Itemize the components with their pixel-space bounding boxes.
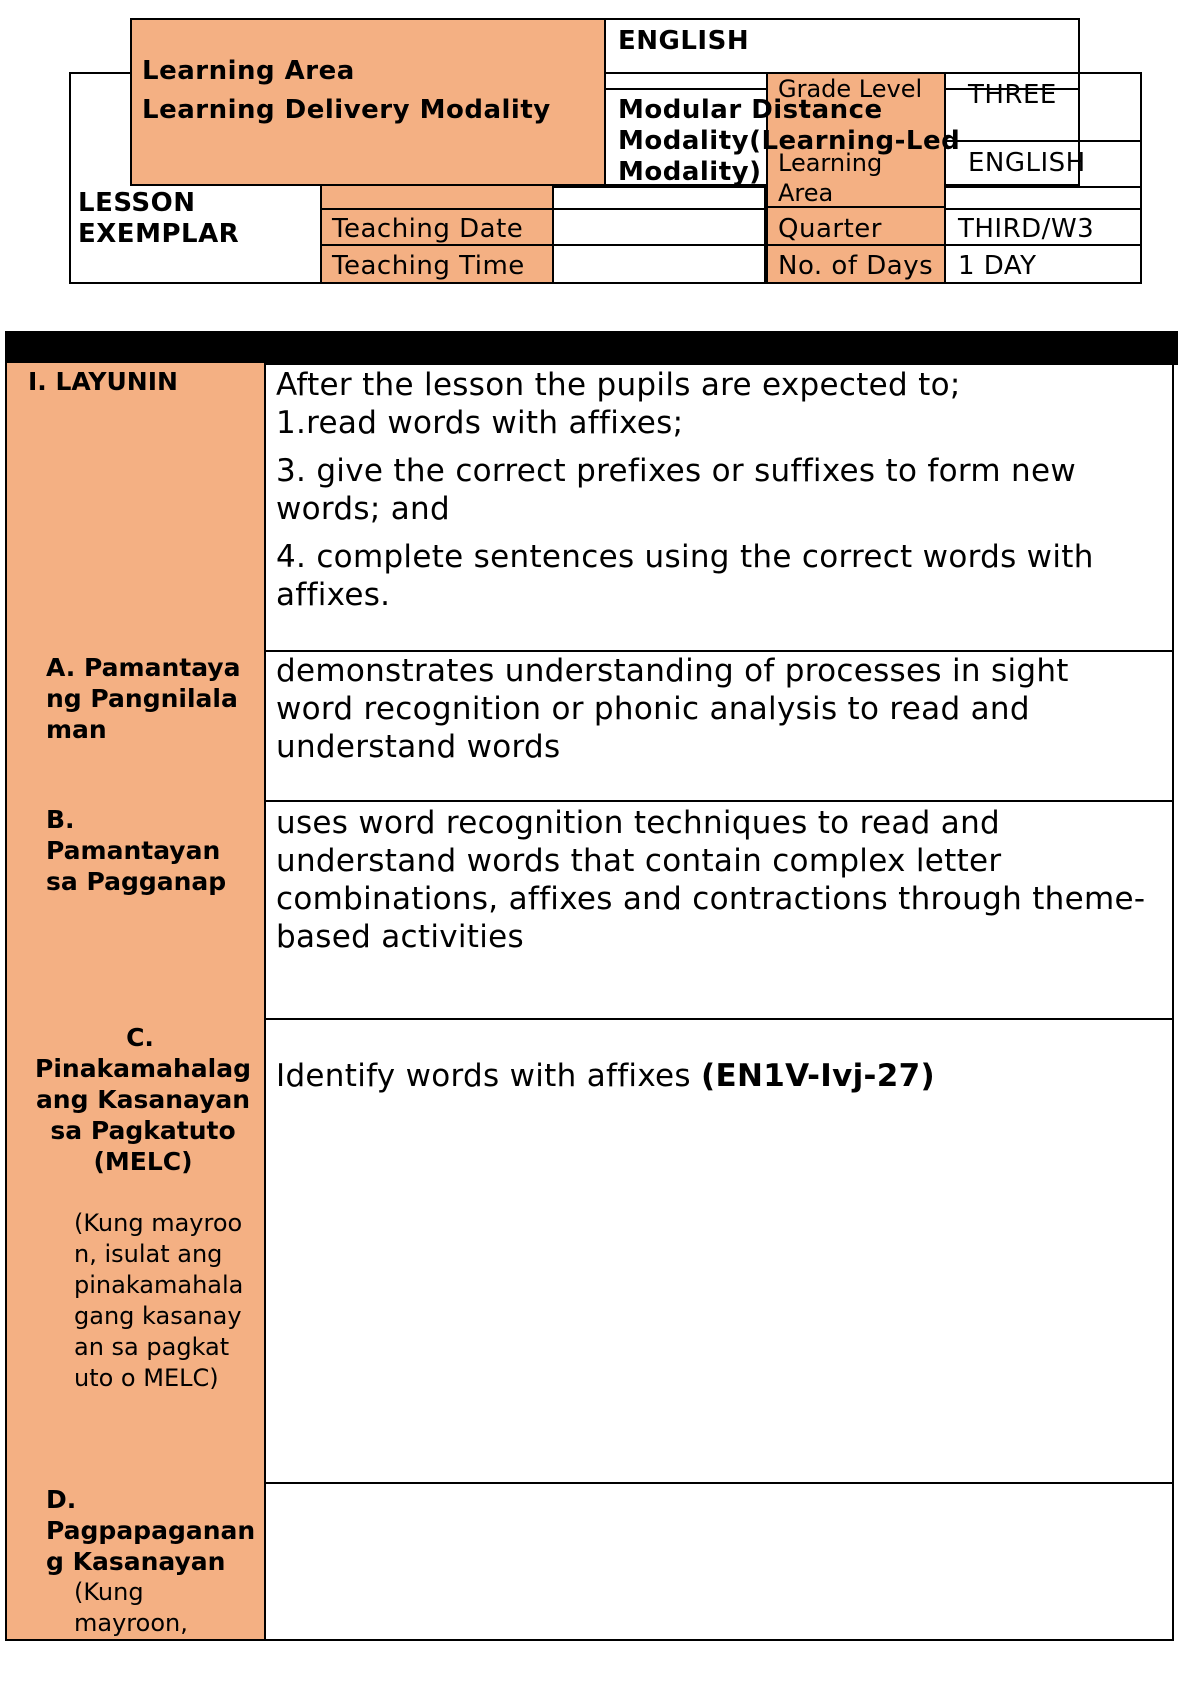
melc-text: Identify words with affixes [276, 1058, 702, 1094]
learning-area-value: ENGLISH [618, 26, 750, 56]
row-d-content-cell [266, 1482, 1174, 1641]
learning-area2-label: Learning Area [778, 149, 883, 207]
teaching-time-label: Teaching Time [332, 251, 525, 281]
quarter-label: Quarter [778, 214, 882, 244]
row-c-label: Pinakamahalagang Kasanayan sa Pagkatuto (MELC) [35, 1054, 251, 1176]
row-c-note: (Kung mayroon, isulat ang pinakamahalagang kasanayan sa pagkatuto o MELC) [74, 1209, 244, 1392]
row-c-content [276, 1057, 1156, 1095]
row-d-label: Pagpapaganang Kasanayan [46, 1516, 256, 1576]
row-c-letter: C. [126, 1023, 154, 1052]
days-label: No. of Days [778, 251, 934, 281]
objective-intro: After the lesson the pupils are expected to; [276, 367, 961, 403]
objective-4: 4. complete sentences using the correct words with affixes. [276, 539, 1094, 613]
grade-level-label: Grade Level [778, 75, 923, 103]
teaching-date-label: Teaching Date [332, 214, 524, 244]
learning-area-label: Learning Area [142, 56, 355, 86]
objective-1: 1.read words with affixes; [276, 405, 684, 441]
table-header-bar [5, 331, 1178, 365]
peach-spacer-cell [320, 186, 554, 208]
lesson-exemplar-title: LESSON EXEMPLAR [78, 188, 240, 249]
learning-area2-value: ENGLISH [968, 148, 1086, 178]
row-b-label: B. Pamantayan sa Pagganap [46, 805, 227, 896]
row-layunin-content [276, 366, 1156, 614]
row-layunin-label-cell [5, 363, 266, 652]
row-d-note: (Kung mayroon, [74, 1578, 188, 1637]
row-a-label: A. Pamantayang Pangnilalaman [46, 653, 241, 744]
melc-code: (EN1V-Ivj-27) [701, 1058, 935, 1094]
row-d-letter: D. [46, 1485, 77, 1514]
teaching-time-value-cell[interactable] [554, 246, 766, 284]
grade-level-value: THREE [968, 80, 1057, 110]
row-a-content: demonstrates understanding of processes in sight word recognition or phonic analysis to read and understand words [276, 653, 1069, 765]
teaching-date-value-cell[interactable] [554, 208, 766, 246]
modality-value: Modular Distance Modality(Learning-Led Modality) [618, 95, 961, 187]
blank-top-cell [554, 186, 766, 208]
row-b-content: uses word recognition techniques to read and understand words that contain complex letter combinations, affixes and contractions through theme-based activities [276, 805, 1146, 955]
objective-3: 3. give the correct prefixes or suffixes to form new words; and [276, 453, 1076, 527]
quarter-value: THIRD/W3 [958, 214, 1095, 244]
days-value: 1 DAY [958, 251, 1037, 281]
row-layunin-label: I. LAYUNIN [28, 367, 178, 396]
modality-label: Learning Delivery Modality [142, 95, 551, 125]
